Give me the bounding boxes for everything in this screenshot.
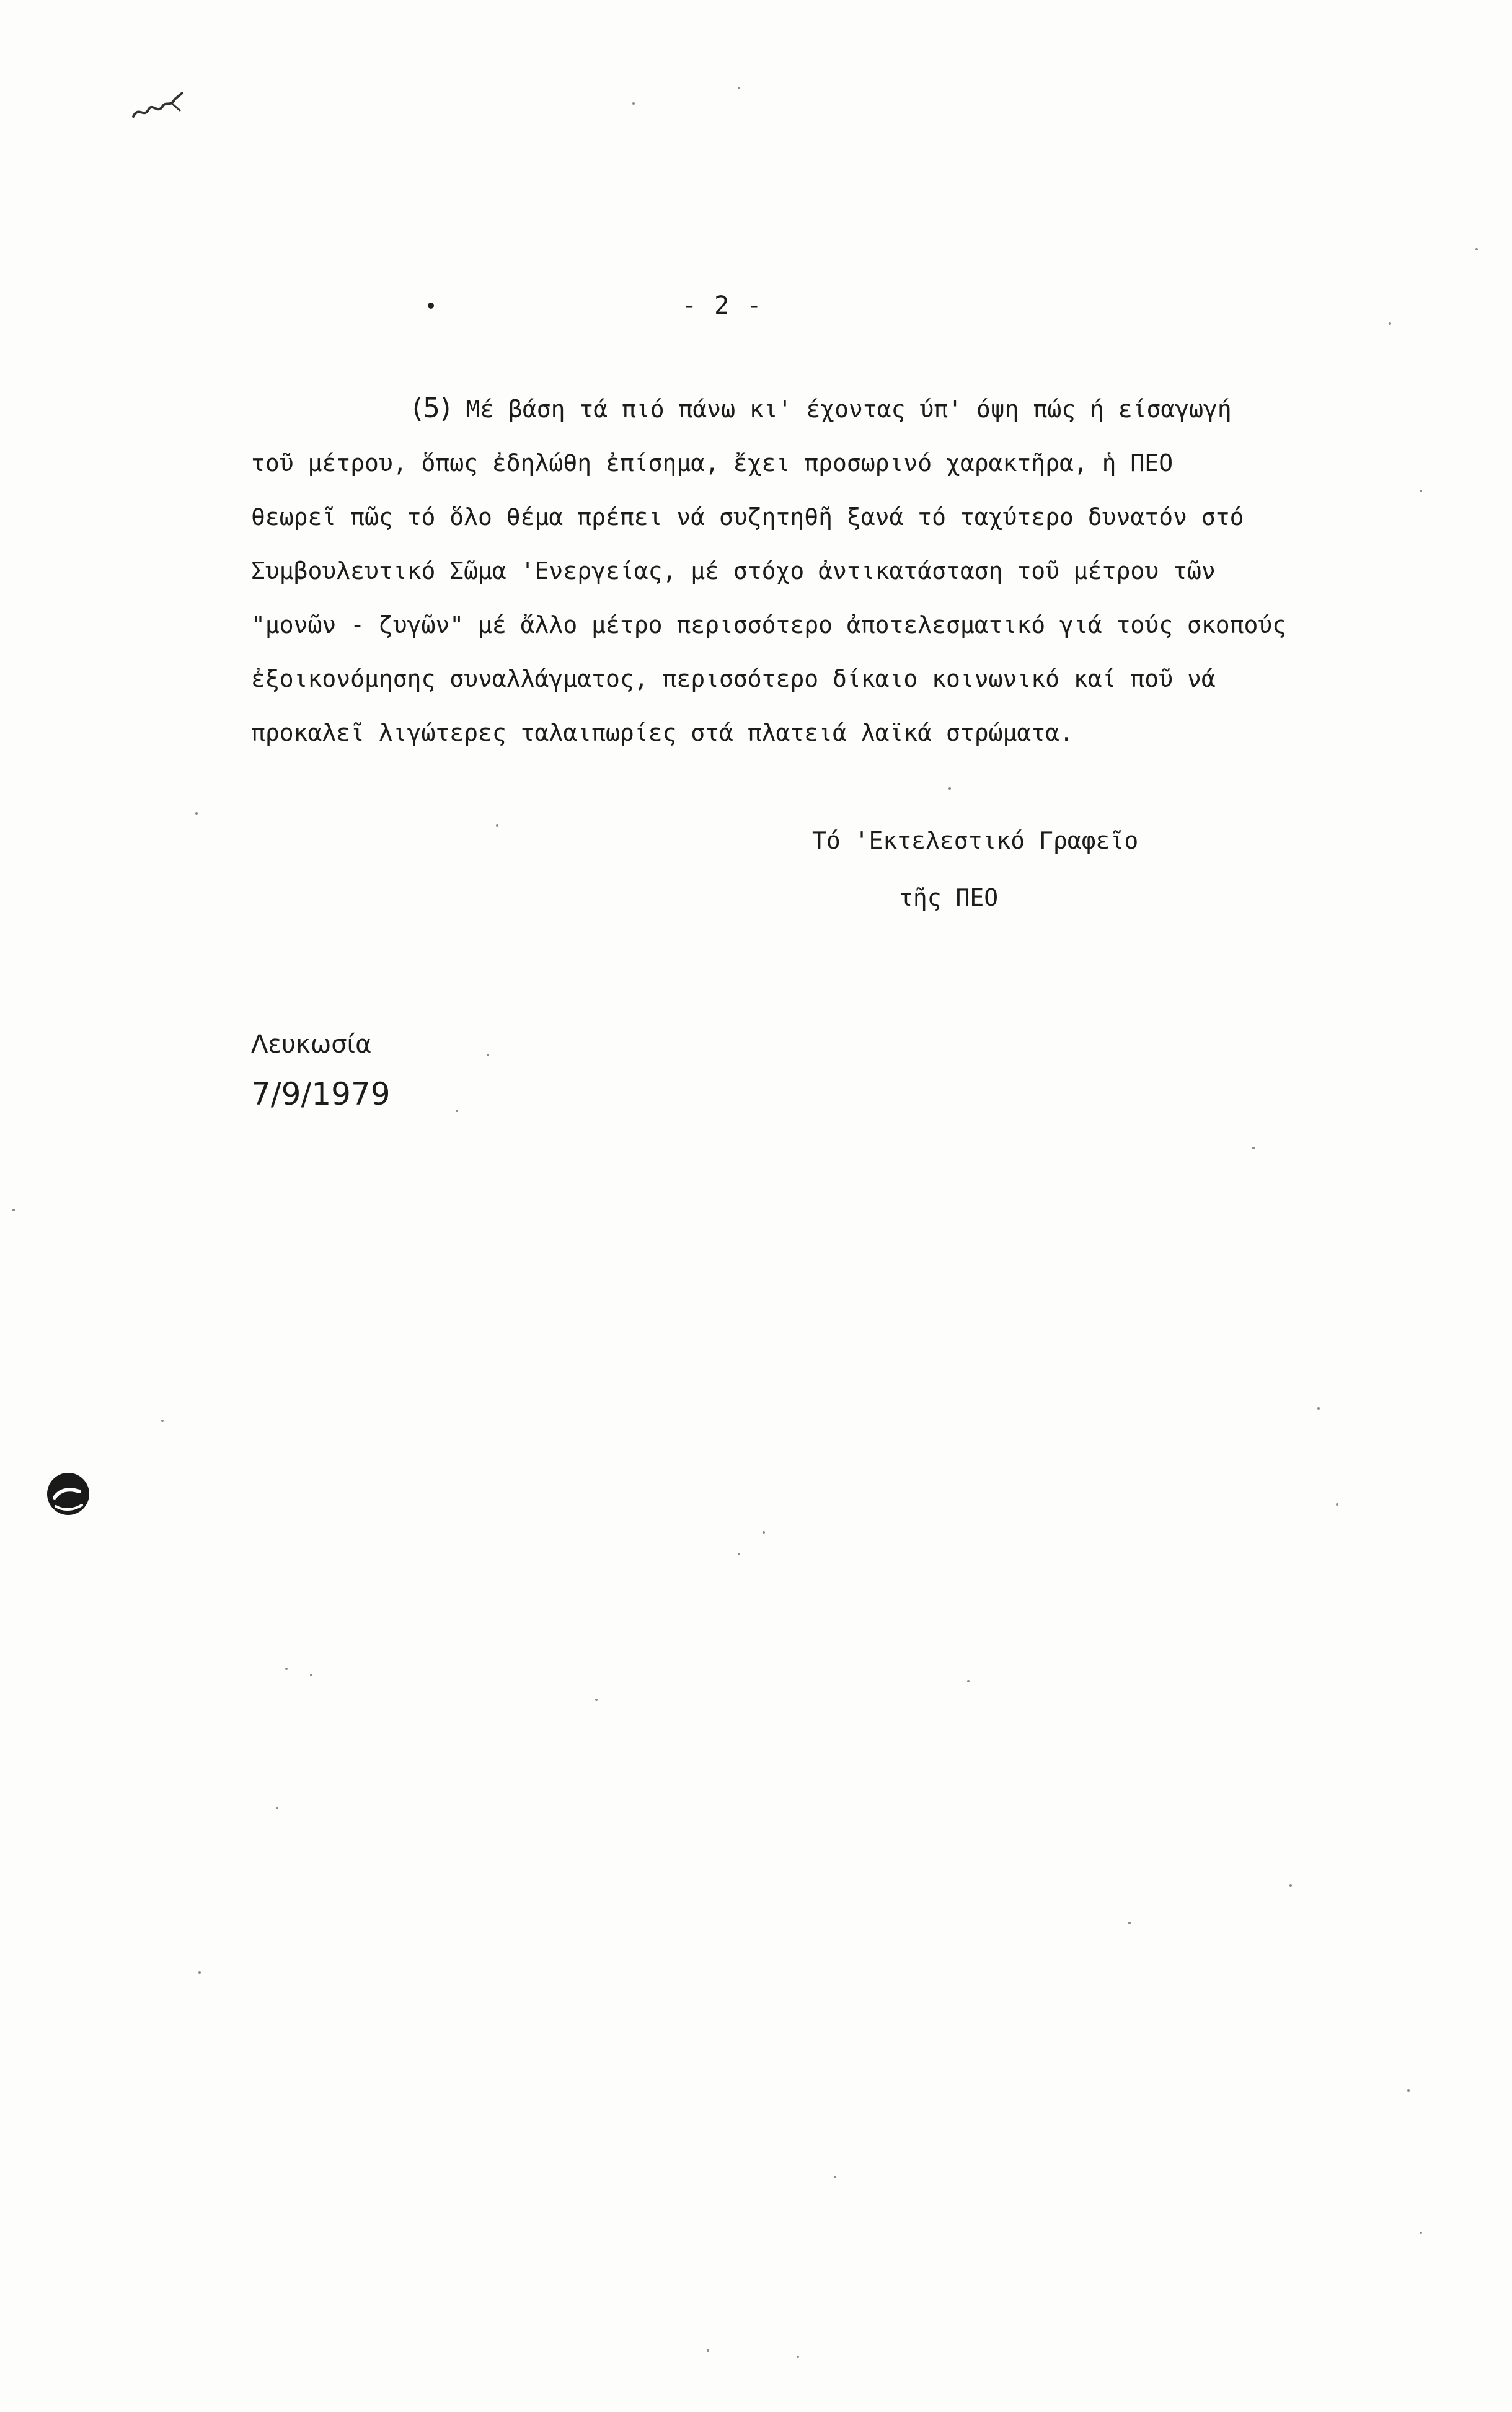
- paper-speck: [195, 812, 198, 815]
- paper-speck: [1389, 322, 1391, 325]
- paragraph-5: [251, 381, 1367, 760]
- paper-speck: [1336, 1503, 1338, 1506]
- signature-block: [812, 812, 1138, 926]
- paper-speck: [707, 2349, 709, 2352]
- paper-speck: [456, 1110, 458, 1112]
- paper-speck: [198, 1971, 201, 1974]
- paper-speck: [948, 787, 951, 790]
- item-number: (5): [412, 392, 451, 424]
- paper-speck: [595, 1699, 598, 1701]
- body-line: "μονῶν - ζυγῶν" μέ ἄλλο μέτρο περισσότερο ἀποτελεσματικό γιά τούς σκοπούς: [251, 611, 1287, 638]
- paper-speck: [1475, 248, 1478, 250]
- place-name: Λευκωσία: [251, 1030, 372, 1059]
- paper-speck: [1317, 1407, 1320, 1410]
- body-line: ἐξοικονόμησης συναλλάγματος, περισσότερο δίκαιο κοινωνικό καί ποῦ νά: [251, 665, 1216, 692]
- body-line: τοῦ μέτρου, ὅπως ἐδηλώθη ἐπίσημα, ἔχει προσωρινό χαρακτῆρα, ἡ ΠΕΟ: [251, 449, 1174, 477]
- paper-speck: [1407, 2089, 1410, 2092]
- paper-speck: [763, 1531, 765, 1534]
- paper-speck: [1128, 1922, 1131, 1924]
- hole-punch-icon: [43, 1469, 93, 1519]
- paper-speck: [1289, 1884, 1292, 1887]
- paper-speck: [834, 2176, 836, 2178]
- paper-speck: [496, 824, 498, 827]
- paper-speck: [1252, 1147, 1255, 1149]
- document-date: 7/9/1979: [251, 1076, 391, 1112]
- paper-speck: [12, 1209, 15, 1211]
- body-line: προκαλεῖ λιγώτερες ταλαιπωρίες στά πλατειά λαϊκά στρώματα.: [251, 719, 1074, 746]
- body-line: Συμβουλευτικό Σῶμα 'Ενεργείας, μέ στόχο ἀντικατάσταση τοῦ μέτρου τῶν: [251, 557, 1216, 585]
- stray-dot: [428, 303, 434, 309]
- handwritten-mark-icon: [130, 87, 186, 124]
- paper-speck: [276, 1807, 278, 1809]
- paper-speck: [161, 1420, 164, 1422]
- paper-speck: [310, 1674, 312, 1676]
- body-line: [251, 381, 1367, 436]
- paper-speck: [285, 1668, 288, 1670]
- paper-speck: [738, 87, 740, 89]
- paper-speck: [487, 1054, 489, 1056]
- paper-speck: [1420, 490, 1422, 492]
- paper-speck: [967, 1680, 970, 1682]
- paper-speck: [738, 1553, 740, 1555]
- paper-speck: [797, 2356, 799, 2358]
- place-date-block: [251, 1017, 391, 1116]
- page-number: - 2 -: [682, 291, 763, 320]
- signature-line-office: Τό 'Εκτελεστικό Γραφεῖο: [812, 827, 1139, 854]
- signature-line-org: τῆς ΠΕΟ: [899, 884, 999, 911]
- paper-speck: [1420, 2232, 1422, 2234]
- paper-speck: [632, 102, 635, 105]
- body-line: θεωρεῖ πῶς τό ὅλο θέμα πρέπει νά συζητηθῆ ξανά τό ταχύτερο δυνατόν στό: [251, 503, 1244, 531]
- body-line-text: Μέ βάση τά πιό πάνω κι' έχοντας ύπ' όψη πώς ή είσαγωγή: [466, 395, 1232, 423]
